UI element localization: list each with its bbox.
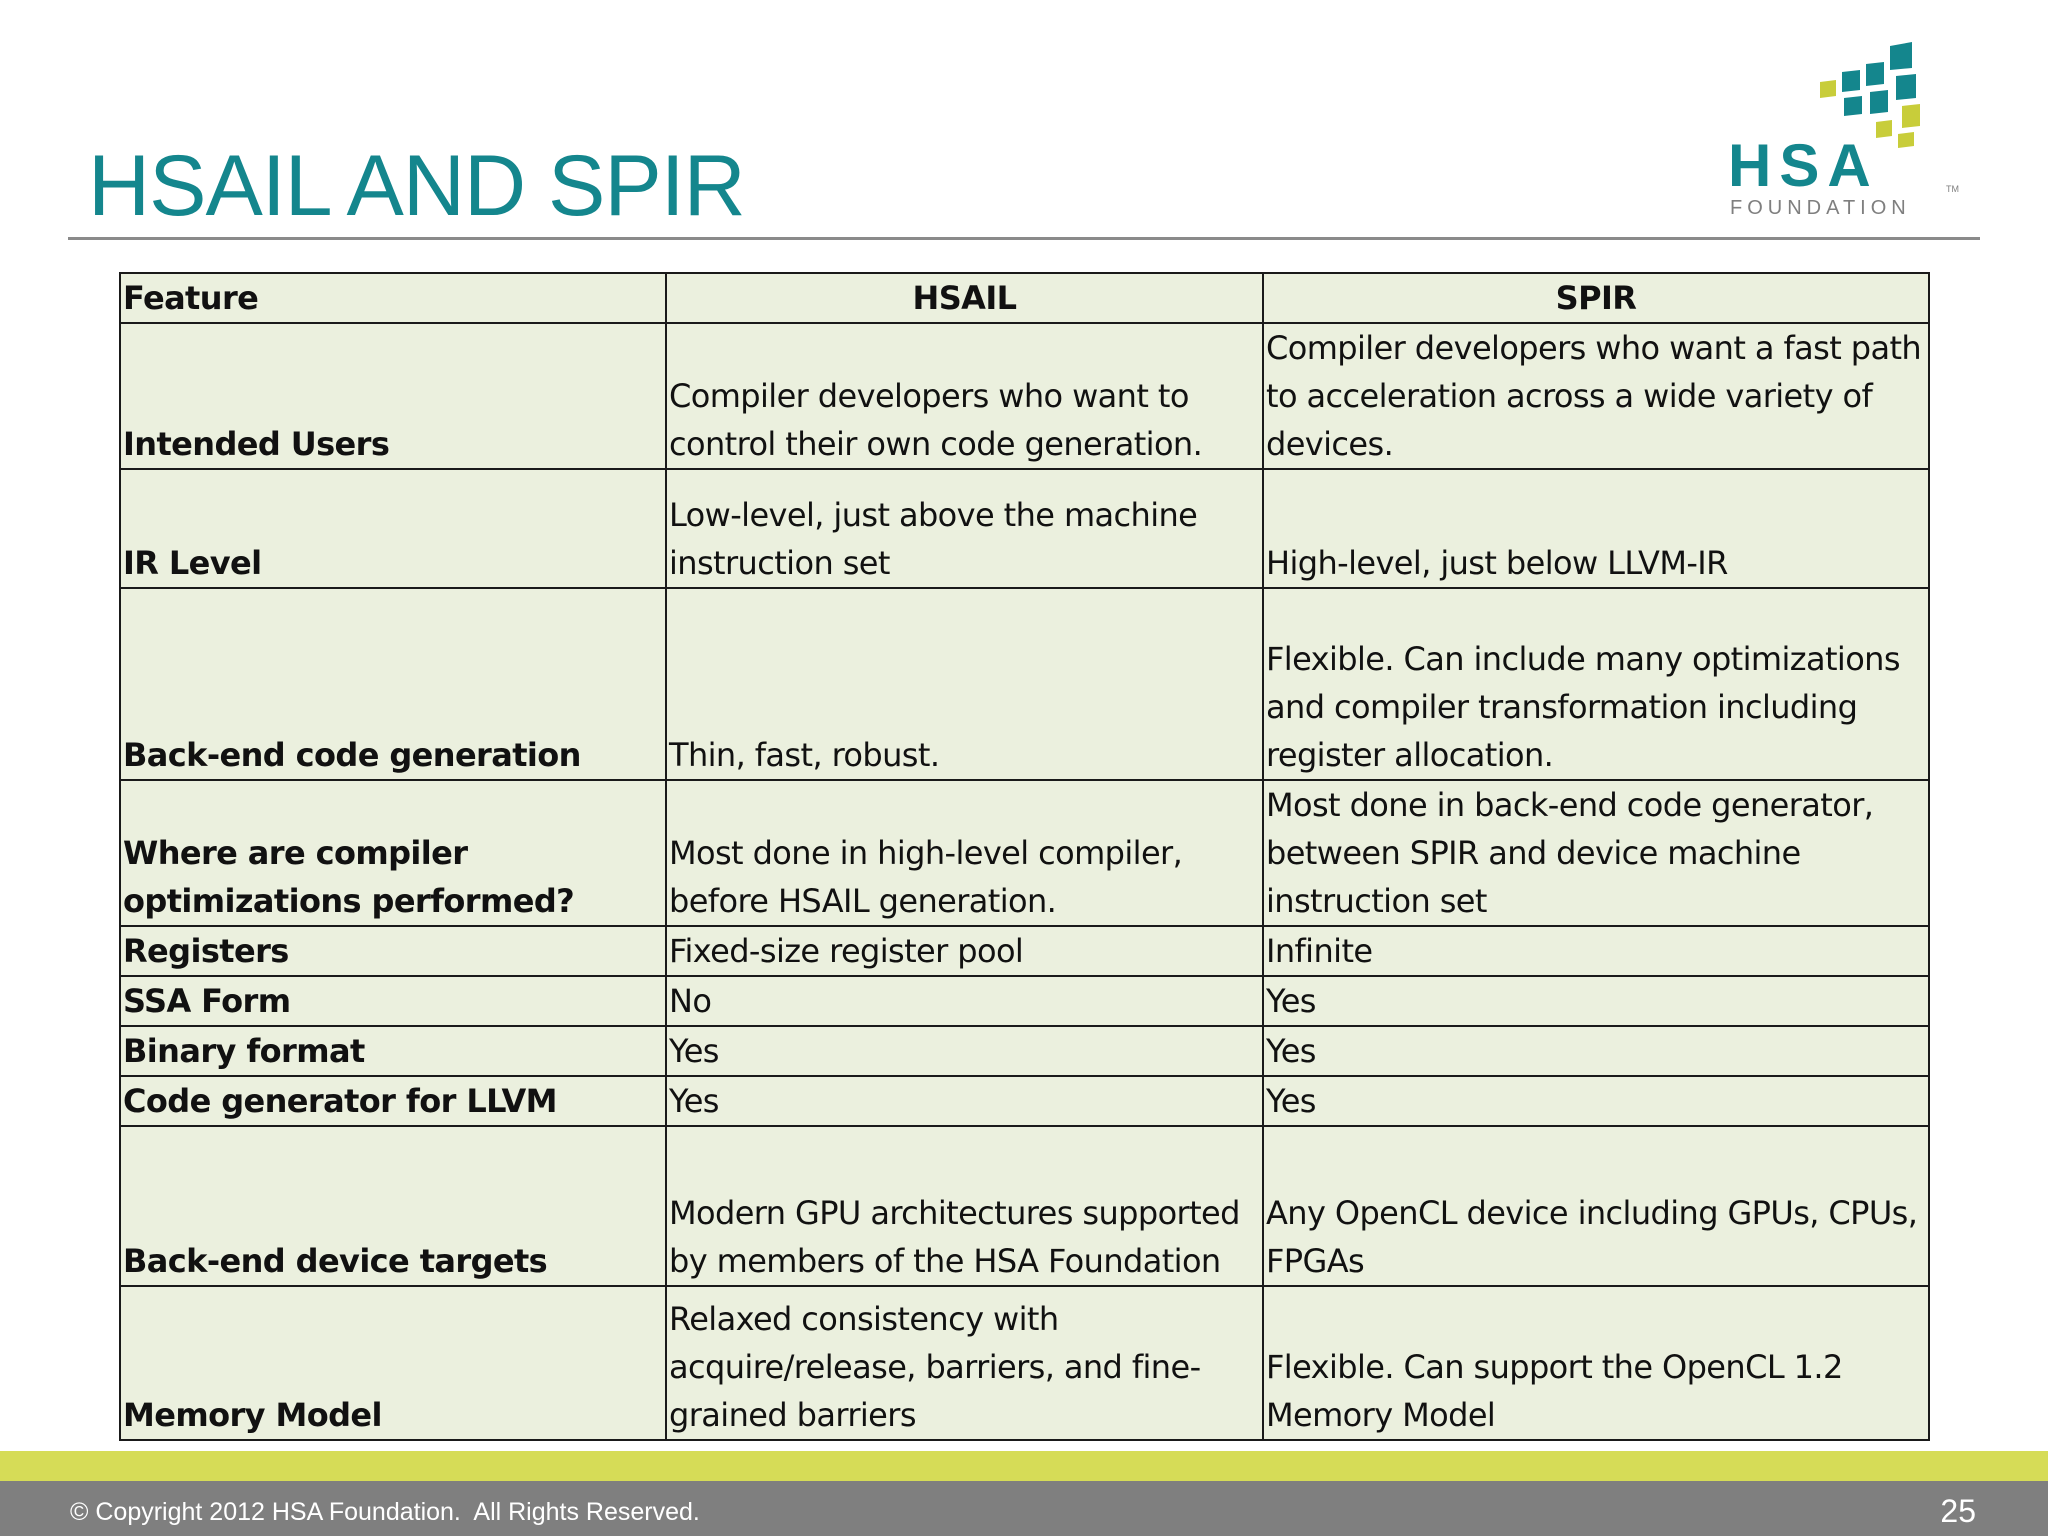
table-row [120, 926, 1929, 976]
row-hsail-cell: Yes [666, 1026, 1263, 1076]
slide-title: HSAIL AND SPIR [88, 138, 745, 234]
table-row [120, 976, 1929, 1026]
header-spir: SPIR [1263, 273, 1929, 323]
table-row [120, 323, 1929, 469]
row-spir-cell: Yes [1263, 1026, 1929, 1076]
header-feature: Feature [120, 273, 666, 323]
row-feature-cell: Code generator for LLVM [120, 1076, 666, 1126]
row-spir-cell: Infinite [1263, 926, 1929, 976]
row-feature-cell: Where are compiler optimizations performed? [120, 780, 666, 926]
copyright-notice: © Copyright 2012 HSA Foundation. All Rights Reserved. [70, 1498, 700, 1526]
row-hsail-cell: Modern GPU architectures supported by members of the HSA Foundation [666, 1126, 1263, 1286]
logo-wordmark: HSA [1728, 132, 1879, 199]
header-hsail: HSAIL [666, 273, 1263, 323]
row-spir-cell: High-level, just below LLVM-IR [1263, 469, 1929, 588]
row-hsail-cell: Compiler developers who want to control their own code generation. [666, 323, 1263, 469]
row-hsail-cell: Most done in high-level compiler, before HSAIL generation. [666, 780, 1263, 926]
row-hsail-cell: Fixed-size register pool [666, 926, 1263, 976]
row-feature-cell: SSA Form [120, 976, 666, 1026]
table-row [120, 780, 1929, 926]
table-row [120, 588, 1929, 780]
row-hsail-cell: Thin, fast, robust. [666, 588, 1263, 780]
row-feature-cell: Binary format [120, 1026, 666, 1076]
row-feature-cell: IR Level [120, 469, 666, 588]
row-spir-cell: Compiler developers who want a fast path to acceleration across a wide variety of devices. [1263, 323, 1929, 469]
row-hsail-cell: No [666, 976, 1263, 1026]
table-row [120, 1076, 1929, 1126]
table-header-row [120, 273, 1929, 323]
row-hsail-cell: Yes [666, 1076, 1263, 1126]
row-hsail-cell: Low-level, just above the machine instruction set [666, 469, 1263, 588]
footer-accent-band [0, 1451, 2048, 1481]
row-feature-cell: Registers [120, 926, 666, 976]
comparison-table [119, 272, 1930, 1441]
row-spir-cell: Yes [1263, 976, 1929, 1026]
table-row [120, 469, 1929, 588]
row-feature-cell: Memory Model [120, 1286, 666, 1440]
table-row [120, 1286, 1929, 1440]
row-spir-cell: Flexible. Can include many optimizations and compiler transformation including register allocation. [1263, 588, 1929, 780]
row-spir-cell: Any OpenCL device including GPUs, CPUs, FPGAs [1263, 1126, 1929, 1286]
title-divider [68, 237, 1980, 240]
logo-subtitle: FOUNDATION [1730, 197, 1911, 219]
table-row [120, 1126, 1929, 1286]
row-feature-cell: Back-end code generation [120, 588, 666, 780]
row-spir-cell: Flexible. Can support the OpenCL 1.2 Memory Model [1263, 1286, 1929, 1440]
logo-trademark: TM [1946, 184, 1959, 194]
row-feature-cell: Back-end device targets [120, 1126, 666, 1286]
row-spir-cell: Most done in back-end code generator, between SPIR and device machine instruction set [1263, 780, 1929, 926]
comparison-table-container [119, 272, 1928, 1441]
table-row [120, 1026, 1929, 1076]
page-number: 25 [1940, 1493, 1976, 1529]
row-hsail-cell: Relaxed consistency with acquire/release, barriers, and fine-grained barriers [666, 1286, 1263, 1440]
hsa-foundation-logo [1720, 36, 1980, 226]
row-feature-cell: Intended Users [120, 323, 666, 469]
row-spir-cell: Yes [1263, 1076, 1929, 1126]
